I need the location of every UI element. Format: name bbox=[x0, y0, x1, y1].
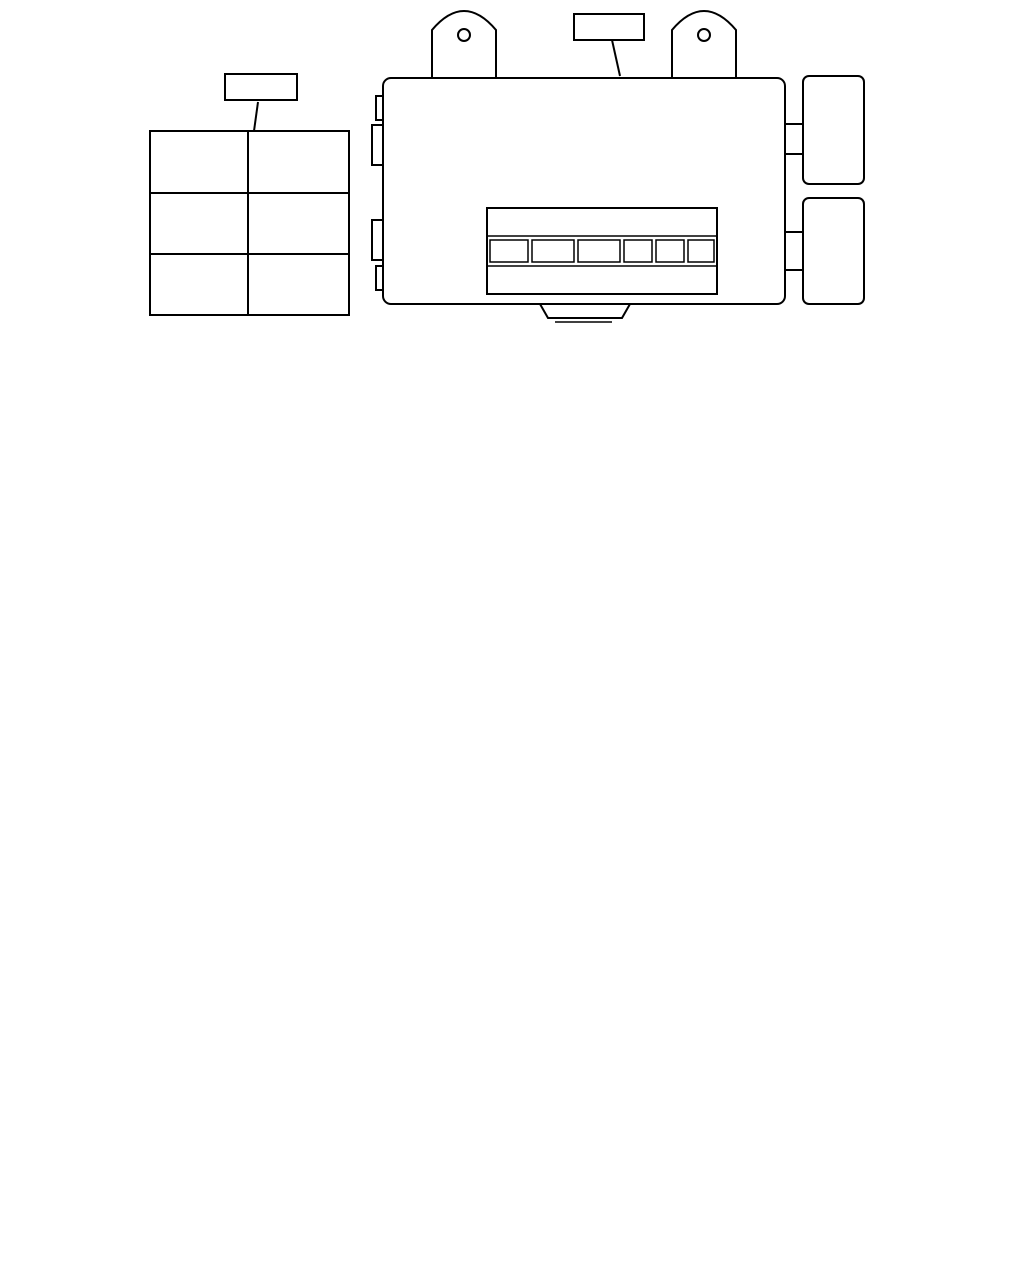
side-clip bbox=[376, 266, 383, 290]
relay-box-body bbox=[383, 78, 785, 304]
mounting-hole-right bbox=[698, 29, 710, 41]
fuse-block bbox=[487, 208, 717, 294]
mounting-hole-left bbox=[458, 29, 470, 41]
relay-box-8-15-body bbox=[150, 131, 349, 315]
side-clip bbox=[376, 96, 383, 120]
ref-label-box bbox=[225, 74, 297, 100]
side-relay-box-upper bbox=[785, 76, 864, 184]
relay-box-8-15 bbox=[150, 74, 349, 315]
bottom-tab bbox=[540, 304, 630, 318]
relay-box-8-10 bbox=[372, 11, 785, 322]
side-relay-box-lower bbox=[785, 198, 864, 304]
mounting-ear-left bbox=[432, 11, 496, 78]
side-clip bbox=[372, 220, 383, 260]
ref-label-box bbox=[574, 14, 644, 40]
mounting-ear-right bbox=[672, 11, 736, 78]
side-clip bbox=[372, 125, 383, 165]
